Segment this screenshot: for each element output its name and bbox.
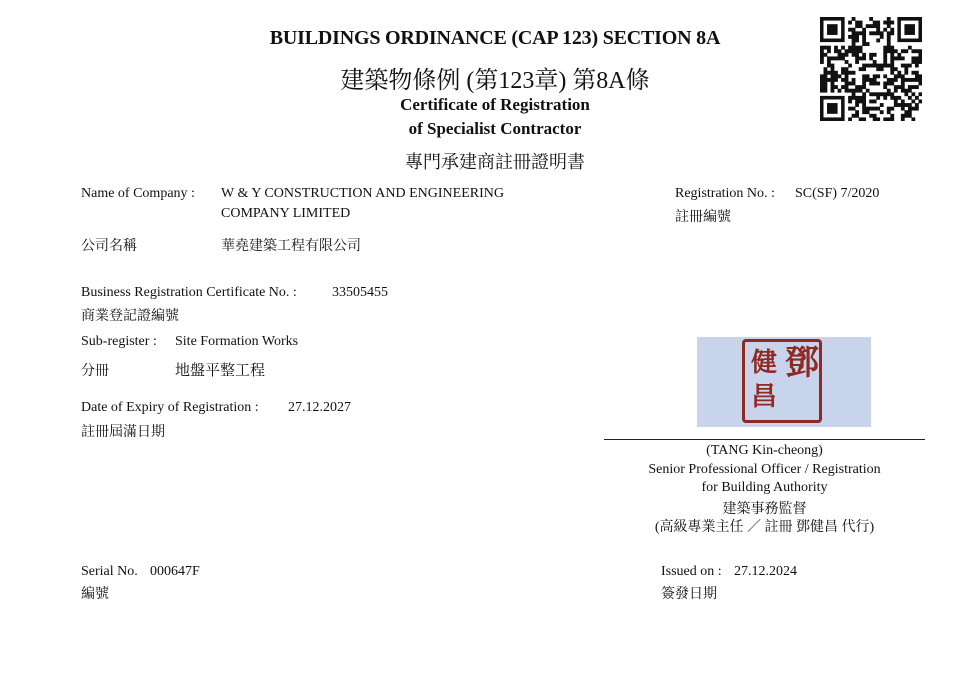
signatory-title-line1: Senior Professional Officer / Registration bbox=[648, 462, 881, 477]
company-name-line1: W & Y CONSTRUCTION AND ENGINEERING bbox=[221, 186, 504, 201]
sub-register-label-zh: 分冊 bbox=[81, 364, 109, 379]
registration-no-label: Registration No. : bbox=[675, 186, 775, 201]
company-name-line2: COMPANY LIMITED bbox=[221, 206, 351, 221]
signatory-title-zh2: (高級專業主任 ／ 註冊 鄧健昌 代行) bbox=[654, 520, 875, 535]
qr-code-icon bbox=[820, 17, 922, 121]
signatory-title-line2: for Building Authority bbox=[701, 480, 828, 495]
red-seal-stamp bbox=[742, 339, 822, 423]
sub-register-value: Site Formation Works bbox=[175, 334, 299, 349]
business-registration-label: Business Registration Certificate No. : bbox=[81, 285, 297, 300]
sub-register-value-zh: 地盤平整工程 bbox=[175, 363, 266, 379]
certificate-title-line2: of Specialist Contractor bbox=[408, 119, 582, 138]
seal-char-2: 健 bbox=[751, 348, 778, 378]
sub-register-label: Sub-register : bbox=[81, 334, 157, 349]
registration-no-label-zh: 註冊編號 bbox=[675, 210, 731, 225]
business-registration-label-zh: 商業登記證編號 bbox=[81, 309, 179, 324]
signature-line bbox=[604, 439, 925, 440]
certificate-title-zh: 專門承建商註冊證明書 bbox=[405, 152, 585, 172]
serial-no-label: Serial No. bbox=[81, 564, 138, 579]
signatory-title-zh: 建築事務監督 bbox=[722, 502, 807, 517]
signature-seal-area bbox=[697, 337, 871, 427]
ordinance-title-zh: 建築物條例 (第123章) 第8A條 bbox=[340, 68, 650, 94]
signatory-name: (TANG Kin-cheong) bbox=[706, 443, 823, 458]
issued-on-value: 27.12.2024 bbox=[734, 564, 797, 579]
issued-on-label-zh: 簽發日期 bbox=[661, 587, 717, 602]
seal-char-1: 鄧 bbox=[785, 343, 819, 383]
certificate-title-line1: Certificate of Registration bbox=[400, 95, 590, 114]
serial-no-value: 000647F bbox=[150, 564, 200, 579]
expiry-date-value: 27.12.2027 bbox=[288, 400, 351, 415]
business-registration-value: 33505455 bbox=[332, 285, 388, 300]
issued-on-label: Issued on : bbox=[661, 564, 722, 579]
expiry-date-label-zh: 註冊屆滿日期 bbox=[81, 425, 165, 440]
ordinance-title: BUILDINGS ORDINANCE (CAP 123) SECTION 8A bbox=[269, 27, 721, 49]
company-name-zh: 華堯建築工程有限公司 bbox=[221, 239, 361, 254]
registration-no-value: SC(SF) 7/2020 bbox=[795, 186, 880, 201]
seal-char-3: 昌 bbox=[751, 382, 778, 412]
serial-no-label-zh: 編號 bbox=[81, 587, 109, 602]
expiry-date-label: Date of Expiry of Registration : bbox=[81, 400, 259, 415]
company-name-label-zh: 公司名稱 bbox=[81, 239, 137, 254]
company-name-label: Name of Company : bbox=[81, 186, 195, 201]
